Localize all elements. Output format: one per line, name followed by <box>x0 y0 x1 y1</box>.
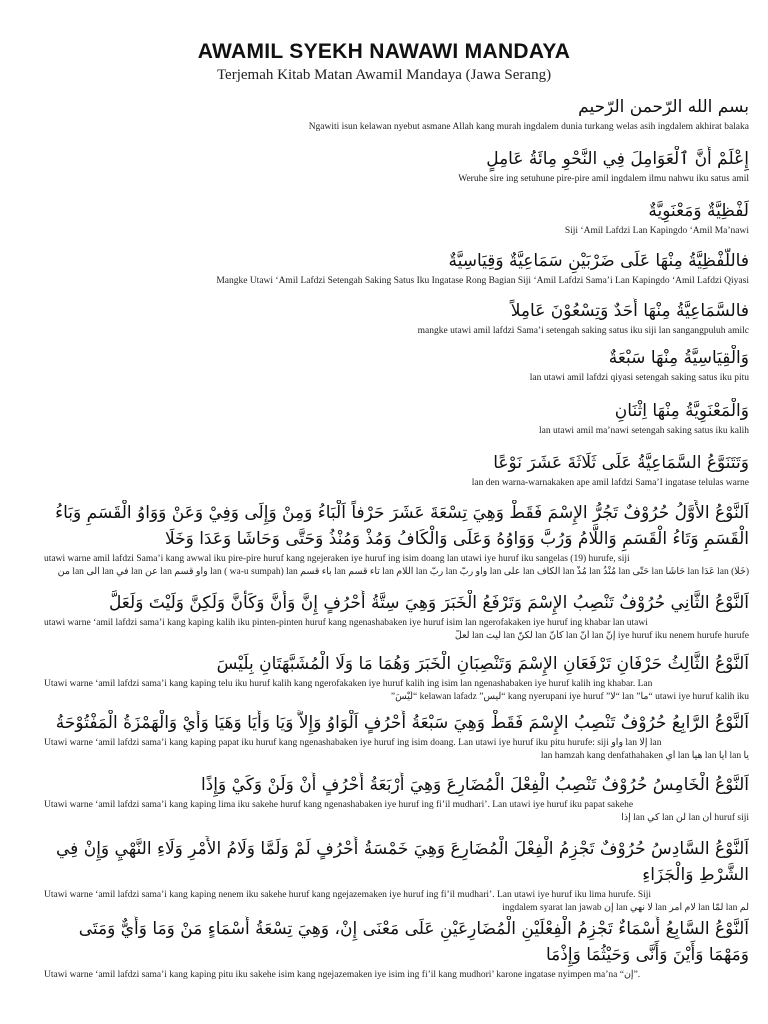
arabic-text: فالسَّمَاعِيَّةُ مِنْهَا أَحَدٌ وَتِسْعُوْنَ عَامِلاً <box>510 301 749 321</box>
translation-text: Utawi warne ‘amil lafdzi sama’i kang kaping telu iku huruf kalih kang ngerofakaken iye huruf kalih ing isim lan ngenashabaken iye huruf kalih ing khabar. Lan <box>44 679 653 689</box>
entry-fourth-kind <box>44 710 749 762</box>
document-subtitle: Terjemah Kitab Matan Awamil Mandaya (Jawa Serang) <box>216 67 552 83</box>
arabic-text: وَالْقِيَاسِيَّةُ مِنْهَا سَبْعَةٌ <box>608 348 749 368</box>
arabic-text: اَلنَّوْعُ السَّادِسُ حُرُوْفٌ تَجْزِمُ الْفِعْلَ الْمُضَارِعَ وَهِيَ خَمْسَةُ أَحْرُفٍ لَمْ وَلَمَّا وَلَامُ الأَمْرِ وَلَاءِ النَّهْيِ وَإِنْ فِي الشَّرْطِ وَالْجَزَاءِ <box>56 839 749 885</box>
translation-text: Weruhe sire ing setuhune pire-pire amil ingdalem ilmu nahwu iku satus amil <box>458 174 749 184</box>
arabic-text: إِعْلَمْ أَنَّ ٱلْعَوَامِلَ فِي النَّحْوِ مِائَةُ عَامِلٍ <box>486 149 749 169</box>
translation-continued: لم lan لمّا lan لام أمر lan لا نهي lan إن ingdalem syarat lan jawab <box>502 903 749 913</box>
entry-sixth-kind <box>44 836 749 914</box>
arabic-text: فاللَّفْظِيَّةُ مِنْهَا عَلَى ضَرْبَيْنِ سَمَاعِيَّةٌ وَقِيَاسِيَّةٌ <box>448 251 749 271</box>
translation-text: lan utawi amil lafdzi qiyasi setengah saking satus iku pitu <box>529 373 749 383</box>
translation-continued: utawi iye huruf kalih iku “ما” lan “لا” kang nyerupani iye huruf “ليس” kelawan lafadz “لَيْسَ” <box>390 692 749 702</box>
entry-qiyasi <box>44 345 749 384</box>
arabic-text: بسم الله الرّحمن الرّحيم <box>578 97 749 117</box>
entry-lafdzi <box>44 248 749 287</box>
arabic-text: اَلنَّوْعُ الأَوَّلُ حُرُوْفٌ تَجُرُّ الإِسْمَ فَقَطْ وَهِيَ تِسْعَةَ عَشَرَ حَرْفاً اَلْبَاءُ وَمِنْ وَإِلَى وَفِيْ وَعَنْ وَوَاوُ الْقَسَمِ وَبَاءُ الْقَسَمِ وَتَاءُ الْقَسَمِ وَاللَّامُ وَرُبَّ وَوَاوُهُ وَعَلَى وَالْكَافُ وَمُذْ وَمُنْذُ وَحَتَّى وَحَاشَا وَعَدَا وَخَلَا <box>55 503 749 549</box>
arabic-text: اَلنَّوْعُ الْخَامِسُ حُرُوْفٌ تَنْصِبُ الْفِعْلَ الْمُضَارِعَ وَهِيَ أَرْبَعَةُ أَحْرُفٍ أَنْ وَلَنْ وَكَيْ وَإِذًا <box>200 775 749 795</box>
arabic-text: وَتَتَنَوَّعُ السَّمَاعِيَّةُ عَلَى ثَلَاثَةَ عَشَرَ نَوْعًا <box>493 453 749 473</box>
entry-seventh-kind <box>44 916 749 981</box>
translation-continued: (خَلَا) lan عَدَا lan حَاشَا lan حَتَّى lan مُنْذُ lan مُذْ lan الكاف lan على lan واو ربّ lan ربّ lan اللام lan تاء قسم lan باء قسم lan ( wa-u sumpah) lan واو قسم lan عن lan في lan الى lan من <box>57 567 749 577</box>
entry-basmalah <box>44 94 749 133</box>
translation-text: utawi warne amil lafdzi Sama’i kang awwal iku pire-pire huruf kang ngejeraken iye huruf ing isim doang lan utawi iye huruf iku sangelas (19) hurufe, siji <box>44 554 630 564</box>
entry-thirteen-kinds <box>44 450 749 489</box>
document-title: AWAMIL SYEKH NAWAWI MANDAYA <box>197 40 571 63</box>
entry-samai <box>44 298 749 337</box>
arabic-text: اَلنَّوْعُ الثَّالِثُ حَرْفَانِ تَرْفَعَانِ الإِسْمَ وَتَنْصِبَانِ الْخَبَرَ وَهُمَا مَا وَلَا الْمُشَبَّهَتَانِ بِلَيْسَ <box>216 654 749 674</box>
entry-types <box>44 198 749 237</box>
translation-text: Utawi warne ‘amil lafdzi sama’i kang kaping pitu iku sakehe isim kang ngejazemaken iye isim ing fi’il kang mudhori’ karone ingatase nyimpen ma’na “إن”. <box>44 970 641 980</box>
entry-second-kind <box>44 590 749 642</box>
entry-third-kind <box>44 651 749 703</box>
translation-text: lan utawi amil ma’nawi setengah saking satus iku kalih <box>538 426 749 436</box>
translation-text: Utawi warne ‘amil lafdzi sama’i kang kaping papat iku huruf kang ngenashabaken iye huruf ing isim doang. Lan utawi iye huruf iku pitu hurufe: siji واو lan إلّا lan <box>44 738 662 748</box>
translation-text: utawi warne ‘amil lafdzi sama’i kang kaping kalih iku pinten-pinten huruf kang ngenashabaken iye huruf isim lan ngerofakaken iye huruf ing khabar lan utawi <box>44 618 648 628</box>
translation-text: Mangke Utawi ‘Amil Lafdzi Setengah Saking Satus Iku Ingatase Rong Bagian Siji ‘Amil Lafdzi Sama’i Lan Kapingdo ‘Amil Lafdzi Qiyasi <box>216 276 749 286</box>
translation-text: lan den warna-warnakaken ape amil lafdzi Sama’I ingatase telulas warne <box>471 478 749 488</box>
translation-continued: iye huruf iku nenem hurufe hurufe إنّ lan أنّ lan كأنّ lan لكنّ lan ليت lan لعلّ <box>454 631 749 641</box>
translation-text: Siji ‘Amil Lafdzi Lan Kapingdo ‘Amil Ma’nawi <box>564 226 749 236</box>
translation-continued: يا lan أيا lan هيا lan أي lan hamzah kang denfathahaken <box>540 751 749 761</box>
entry-fifth-kind <box>44 772 749 824</box>
translation-text: Ngawiti isun kelawan nyebut asmane Allah kang murah ingdalem dunia turkang welas asih ingdalem akhirat balaka <box>308 122 749 132</box>
arabic-text: وَالْمَعْنَوِيَّةُ مِنْهَا اِثْنَانِ <box>614 401 749 421</box>
arabic-text: اَلنَّوْعُ الثَّانِي حُرُوْفٌ تَنْصِبُ الإِسْمَ وَتَرْفَعُ الْخَبَرَ وَهِيَ سِتَّةُ أَحْرُفٍ إِنَّ وَأَنَّ وَكَأَنَّ وَلَكِنَّ وَلَيْتَ وَلَعَلَّ <box>108 593 749 613</box>
arabic-text: اَلنَّوْعُ السَّابِعُ أَسْمَاءٌ تَجْزِمُ الْفِعْلَيْنِ الْمُضَارِعَيْنِ عَلَى مَعْنَى إِنْ، وَهِيَ تِسْعَةُ أَسْمَاءٍ مَنْ وَمَا وَأَيٌّ وَمَتَى وَمَهْمَا وَأَيْنَ وَأَنَّى وَحَيْثُمَا وَإِذْمَا <box>78 919 749 965</box>
translation-text: Utawi warne ‘amil lafdzi sama’i kang kaping lima iku sakehe huruf kang ngenashabaken iye huruf ing fi’il mudhari’. Lan utawi iye huruf iku papat sakehe <box>44 800 634 810</box>
translation-text: mangke utawi amil lafdzi Sama’i setengah saking satus iku siji lan sangangpuluh amilc <box>417 326 749 336</box>
entry-intro <box>44 146 749 185</box>
arabic-text: لَفْظِيَّةٌ وَمَعْنَوِيَّةٌ <box>648 201 749 221</box>
arabic-text: اَلنَّوْعُ الرَّابِعُ حُرُوْفٌ تَنْصِبُ الإِسْمَ فَقَطْ وَهِيَ سَبْعَةُ أَحْرُفٍ اَلْوَاوُ وَإِلاَّ وَيَا وَأَيَا وَهَيَا وَأَيْ وَالْهَمْزَةُ الْمَفْتُوْحَةُ <box>55 713 749 733</box>
entry-first-kind <box>44 500 749 578</box>
translation-continued: huruf siji أن lan لن lan كي lan إذا <box>621 813 749 823</box>
entry-manawi <box>44 398 749 437</box>
translation-text: Utawi warne ‘amil lafdzi sama’i kang kaping nenem iku sakehe huruf kang ngejazemaken iye huruf ing fi’il mudhari’. Lan utawi iye huruf iku lima hurufe. Siji <box>44 890 652 900</box>
